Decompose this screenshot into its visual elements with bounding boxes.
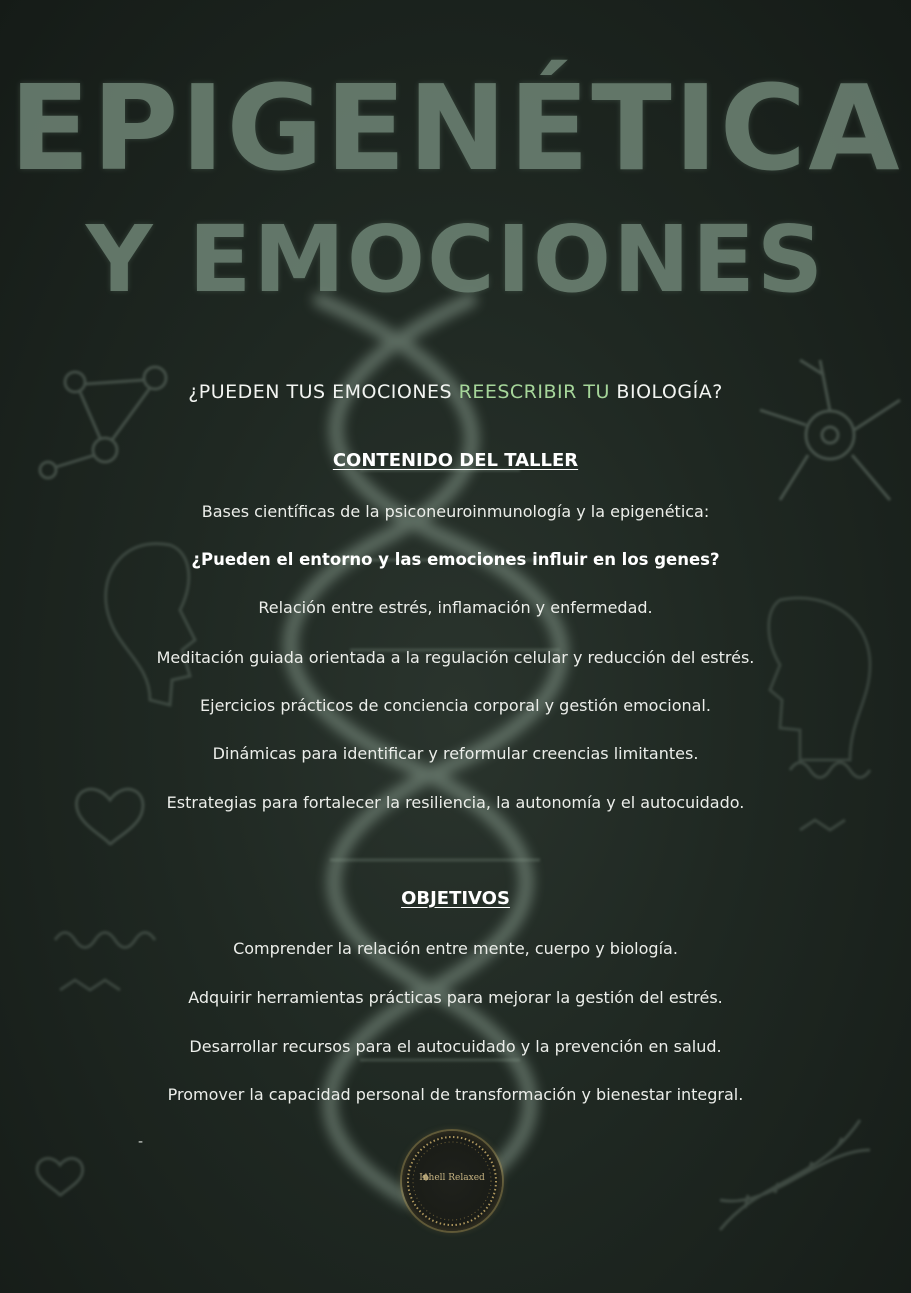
objetivo-item: Comprender la relación entre mente, cuerpo y biología. <box>233 939 678 958</box>
contenido-item: Bases científicas de la psiconeuroinmunología y la epigenética: <box>201 502 710 521</box>
tagline-part-1: ¿PUEDEN TUS EMOCIONES <box>188 381 459 403</box>
brand-logo <box>402 1131 502 1231</box>
contenido-item: Estrategias para fortalecer la resiliencia, la autonomía y el autocuidado. <box>166 793 745 812</box>
tagline-accent: REESCRIBIR TU <box>458 381 610 403</box>
objetivo-item: Desarrollar recursos para el autocuidado y la prevención en salud. <box>189 1037 722 1056</box>
contenido-item: Meditación guiada orientada a la regulación celular y reducción del estrés. <box>156 648 755 667</box>
objetivos-heading: OBJETIVOS <box>401 888 510 909</box>
logo-text: Inhell Relaxed <box>419 1173 485 1183</box>
contenido-heading: CONTENIDO DEL TALLER <box>332 450 579 471</box>
poster-title-line-1: EPIGENÉTICA <box>9 59 902 197</box>
small-dna-icon <box>720 1120 870 1230</box>
poster-title-line-2: Y EMOCIONES <box>85 206 826 313</box>
tagline-part-2: BIOLOGÍA? <box>609 381 723 403</box>
head-silhouette-icon <box>769 598 870 760</box>
contenido-item: Dinámicas para identificar y reformular creencias limitantes. <box>212 744 699 763</box>
objetivo-item: Promover la capacidad personal de transformación y bienestar integral. <box>167 1085 744 1104</box>
contenido-item: Ejercicios prácticos de conciencia corporal y gestión emocional. <box>200 696 711 715</box>
tagline-question <box>0 381 911 403</box>
objetivo-item: Adquirir herramientas prácticas para mejorar la gestión del estrés. <box>188 988 723 1007</box>
contenido-item: Relación entre estrés, inflamación y enfermedad. <box>258 598 653 617</box>
footer-dash: - <box>138 1134 144 1150</box>
contenido-item-highlight: ¿Pueden el entorno y las emociones influir en los genes? <box>191 550 720 569</box>
